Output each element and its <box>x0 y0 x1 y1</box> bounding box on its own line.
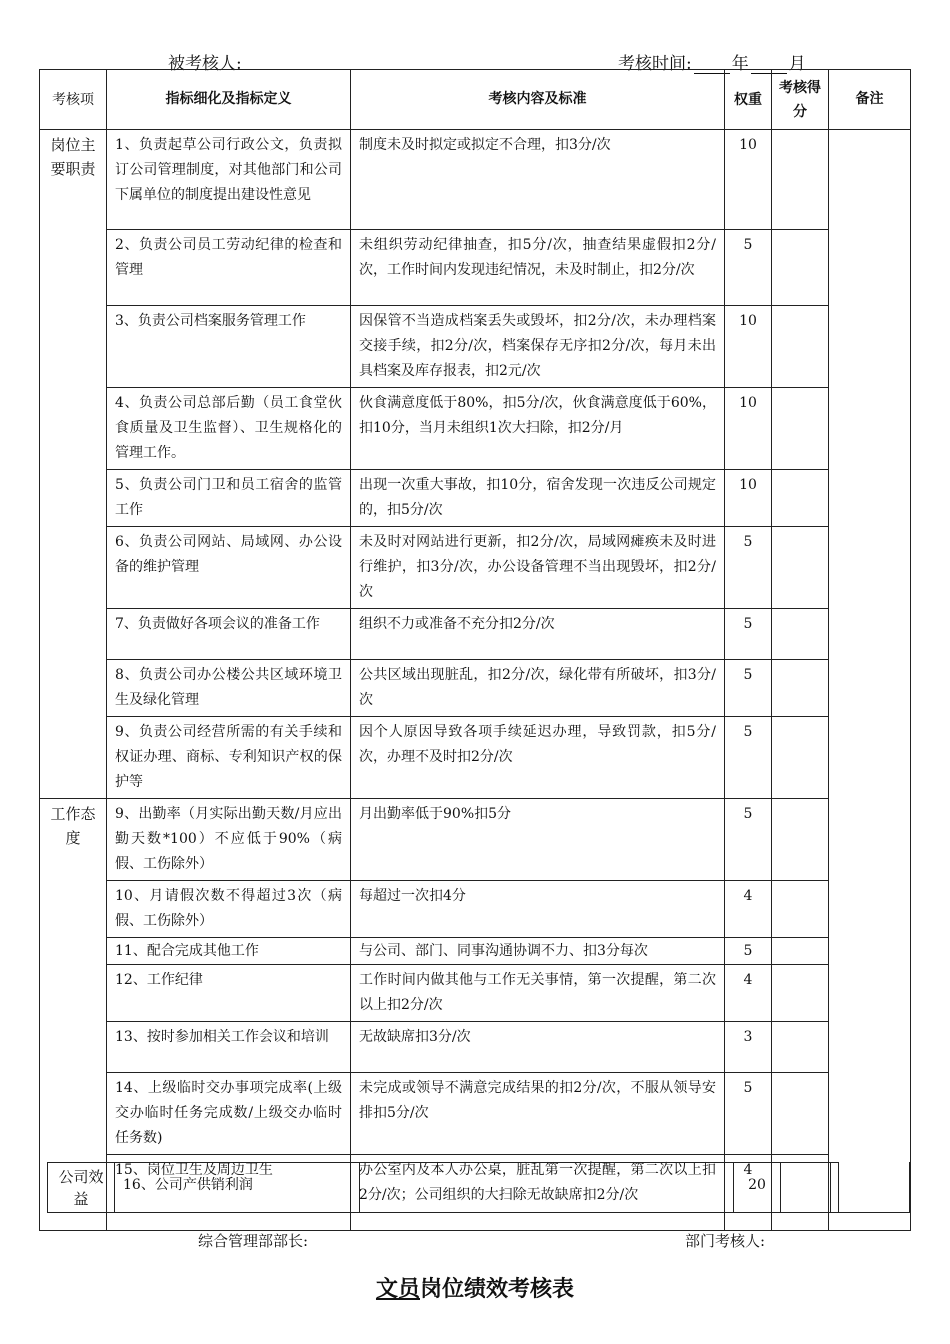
weight-cell: 4 <box>725 1155 772 1231</box>
indicator-cell: 1、负责起草公司行政公文，负责拟订公司管理制度，对其他部门和公司下属单位的制度提出建设性意见 <box>107 130 351 230</box>
month-label: 月 <box>788 54 806 74</box>
standard-cell: 制度未及时拟定或拟定不合理，扣3分/次 <box>351 130 725 230</box>
col-header-indicator: 指标细化及指标定义 <box>107 70 351 130</box>
table-row <box>40 799 911 881</box>
score-cell[interactable] <box>781 1163 831 1213</box>
score-cell[interactable] <box>772 799 829 881</box>
indicator-cell: 10、月请假次数不得超过3次（病假、工伤除外） <box>107 881 351 938</box>
indicator-cell: 12、工作纪律 <box>107 965 351 1022</box>
standard-cell: 未及时对网站进行更新，扣2分/次，局域网瘫痪未及时进行维护，扣3分/次，办公设备管理不当出现毁坏，扣2分/次 <box>351 527 725 609</box>
indicator-cell: 9、负责公司经营所需的有关手续和权证办理、商标、专利知识产权的保护等 <box>107 717 351 799</box>
score-cell[interactable] <box>772 230 829 306</box>
table-right-edge <box>909 1162 910 1213</box>
divider-cell <box>831 1163 839 1213</box>
table-row <box>40 881 911 938</box>
indicator-cell: 2、负责公司员工劳动纪律的检查和管理 <box>107 230 351 306</box>
standard-cell: 因个人原因导致各项手续延迟办理，导致罚款，扣5分/次，办理不及时扣2分/次 <box>351 717 725 799</box>
weight-cell: 4 <box>725 881 772 938</box>
weight-cell: 20 <box>734 1163 781 1213</box>
page-title <box>0 1272 950 1303</box>
score-cell[interactable] <box>772 527 829 609</box>
weight-cell: 5 <box>725 660 772 717</box>
standard-cell: 办公室内及本人办公桌，脏乱第一次提醒，第二次以上扣2分/次；公司组织的大扫除无故缺席扣2分/次 <box>351 1155 725 1231</box>
standard-cell: 因保管不当造成档案丢失或毁坏，扣2分/次，未办理档案交接手续，扣2分/次，档案保存无序扣2分/次，每月未出具档案及库存报表，扣2元/次 <box>351 306 725 388</box>
indicator-cell: 15、岗位卫生及周边卫生 <box>107 1155 351 1231</box>
score-cell[interactable] <box>772 965 829 1022</box>
score-cell[interactable] <box>772 130 829 230</box>
title-rest: 岗位绩效考核表 <box>420 1277 575 1302</box>
remark-cell[interactable] <box>829 130 911 1231</box>
col-header-item: 考核项 <box>40 70 107 130</box>
weight-cell: 5 <box>725 230 772 306</box>
weight-cell: 10 <box>725 130 772 230</box>
standard-cell: 公共区域出现脏乱，扣2分/次，绿化带有所破坏，扣3分/次 <box>351 660 725 717</box>
standard-cell: 出现一次重大事故，扣10分，宿舍发现一次违反公司规定的，扣5分/次 <box>351 470 725 527</box>
table-row <box>40 527 911 609</box>
weight-cell: 5 <box>725 717 772 799</box>
dept-head-label: 综合管理部部长: <box>198 1232 309 1250</box>
standard-cell: 工作时间内做其他与工作无关事情，第一次提醒，第二次以上扣2分/次 <box>351 965 725 1022</box>
indicator-cell: 8、负责公司办公楼公共区域环境卫生及绿化管理 <box>107 660 351 717</box>
table-row <box>40 1022 911 1073</box>
standard-cell: 伙食满意度低于80%，扣5分/次，伙食满意度低于60%，扣10分，当月未组织1次大扫除，扣2分/月 <box>351 388 725 470</box>
indicator-cell: 3、负责公司档案服务管理工作 <box>107 306 351 388</box>
col-header-weight: 权重 <box>725 70 772 130</box>
score-cell[interactable] <box>772 388 829 470</box>
exam-time-label: 考核时间: <box>618 54 692 74</box>
weight-cell: 10 <box>725 470 772 527</box>
weight-cell: 4 <box>725 965 772 1022</box>
standard-cell: 组织不力或准备不充分扣2分/次 <box>351 609 725 660</box>
table-row <box>40 717 911 799</box>
standard-cell: 与公司、部门、同事沟通协调不力、扣3分每次 <box>351 938 725 965</box>
category-cell: 工作态度 <box>40 799 107 1231</box>
standard-cell: 未完成或领导不满意完成结果的扣2分/次，不服从领导安排扣5分/次 <box>351 1073 725 1155</box>
table-row <box>40 230 911 306</box>
score-cell[interactable] <box>772 470 829 527</box>
table-row <box>40 306 911 388</box>
weight-cell: 10 <box>725 388 772 470</box>
weight-cell: 5 <box>725 799 772 881</box>
weight-cell: 10 <box>725 306 772 388</box>
assessment-table <box>39 69 911 1231</box>
title-underlined: 文员 <box>375 1277 420 1302</box>
weight-cell: 5 <box>725 609 772 660</box>
category-cell: 公司效益 <box>48 1163 115 1213</box>
col-header-remark: 备注 <box>829 70 911 130</box>
score-cell[interactable] <box>772 938 829 965</box>
standard-cell: 每超过一次扣4分 <box>351 881 725 938</box>
table-row <box>48 1163 839 1213</box>
table-row <box>40 1073 911 1155</box>
weight-cell: 5 <box>725 1073 772 1155</box>
examinee-label: 被考核人: <box>168 54 242 74</box>
standard-cell: 未组织劳动纪律抽查，扣5分/次，抽查结果虚假扣2分/次，工作时间内发现违纪情况，未及时制止，扣2分/次 <box>351 230 725 306</box>
table-bottom-line <box>47 1212 910 1213</box>
indicator-cell: 9、出勤率（月实际出勤天数/月应出勤天数*100）不应低于90%（病假、工伤除外） <box>107 799 351 881</box>
indicator-cell: 7、负责做好各项会议的准备工作 <box>107 609 351 660</box>
table-row <box>40 609 911 660</box>
standard-cell <box>360 1163 734 1213</box>
indicator-cell: 5、负责公司门卫和员工宿舍的监管工作 <box>107 470 351 527</box>
category-cell: 岗位主要职责 <box>40 130 107 799</box>
indicator-cell: 4、负责公司总部后勤（员工食堂伙食质量及卫生监督）、卫生规格化的管理工作。 <box>107 388 351 470</box>
table-row <box>40 470 911 527</box>
score-cell[interactable] <box>772 306 829 388</box>
score-cell[interactable] <box>772 881 829 938</box>
score-cell[interactable] <box>772 717 829 799</box>
standard-cell: 月出勤率低于90%扣5分 <box>351 799 725 881</box>
dept-examiner-label: 部门考核人: <box>685 1232 766 1250</box>
standard-cell: 无故缺席扣3分/次 <box>351 1022 725 1073</box>
weight-cell: 5 <box>725 938 772 965</box>
table-row <box>40 388 911 470</box>
score-cell[interactable] <box>772 609 829 660</box>
header-row <box>40 70 911 130</box>
weight-cell: 5 <box>725 527 772 609</box>
indicator-cell: 16、公司产供销利润 <box>115 1163 360 1213</box>
score-cell[interactable] <box>772 1022 829 1073</box>
table-row <box>40 130 911 230</box>
table-row <box>40 660 911 717</box>
score-cell[interactable] <box>772 660 829 717</box>
score-cell[interactable] <box>772 1073 829 1155</box>
indicator-cell: 14、上级临时交办事项完成率(上级交办临时任务完成数/上级交办临时任务数) <box>107 1073 351 1155</box>
col-header-score: 考核得分 <box>772 70 829 130</box>
indicator-cell: 13、按时参加相关工作会议和培训 <box>107 1022 351 1073</box>
col-header-standard: 考核内容及标准 <box>351 70 725 130</box>
table-row <box>40 938 911 965</box>
year-label: 年 <box>731 54 749 74</box>
profit-table <box>47 1162 839 1213</box>
weight-cell: 3 <box>725 1022 772 1073</box>
table-row <box>40 965 911 1022</box>
indicator-cell: 6、负责公司网站、局域网、办公设备的维护管理 <box>107 527 351 609</box>
indicator-cell: 11、配合完成其他工作 <box>107 938 351 965</box>
